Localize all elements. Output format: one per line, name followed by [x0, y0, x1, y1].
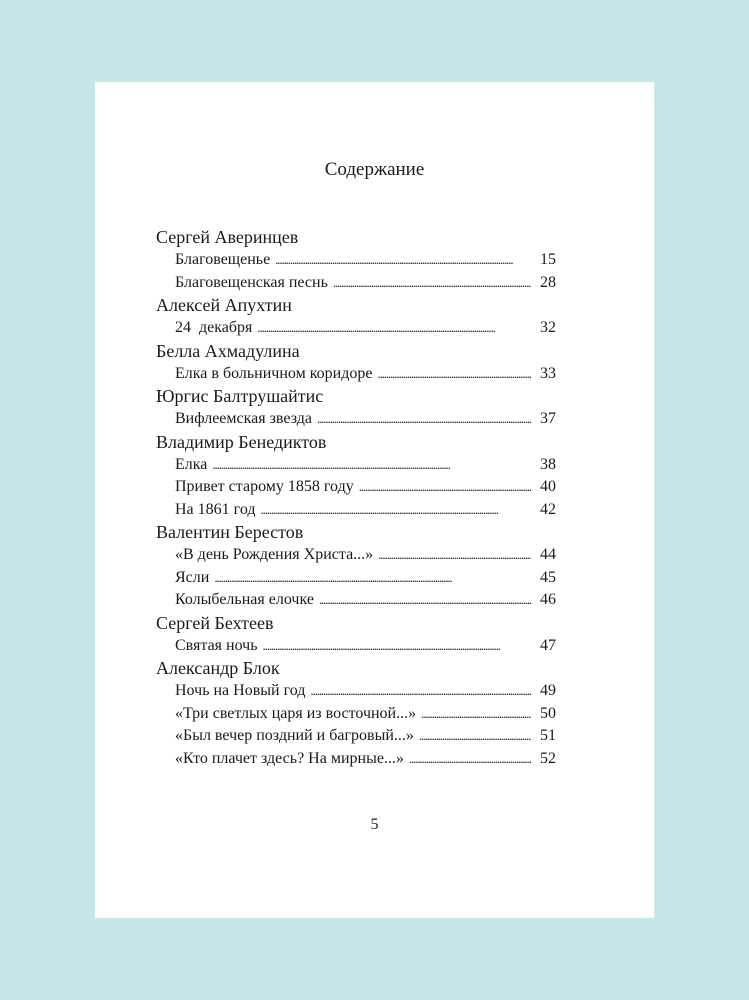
- toc-section: [156, 294, 556, 340]
- entry-title: Елка: [175, 455, 208, 473]
- entry-page: 32: [540, 319, 556, 336]
- entry-page: 28: [540, 273, 556, 291]
- entry-title: 24 декабря: [175, 319, 253, 336]
- entry-title: «Три светлых царя из восточной...»: [175, 704, 417, 722]
- dot-leader: [261, 499, 532, 522]
- dot-leader: [419, 725, 531, 748]
- entry-title: Благовещенская песнь: [175, 273, 328, 291]
- toc-entry: [175, 725, 556, 748]
- toc-entry: [175, 363, 556, 386]
- toc-section: [156, 385, 556, 431]
- entry-page: 40: [540, 478, 556, 495]
- author-name: Александр Блок: [156, 658, 280, 678]
- entry-title: Привет старому 1858 году: [175, 478, 354, 495]
- table-of-contents: [156, 226, 556, 770]
- dot-leader: [257, 317, 531, 340]
- toc-entry: [175, 408, 556, 431]
- toc-entry: [175, 567, 556, 590]
- entry-title: Ночь на Новый год: [175, 682, 306, 699]
- entry-page: 33: [540, 364, 556, 382]
- dot-leader: [333, 272, 531, 295]
- entry-page: 15: [540, 251, 556, 268]
- toc-entry: [175, 635, 556, 658]
- entry-page: 42: [540, 500, 556, 518]
- author-name: Владимир Бенедиктов: [156, 431, 327, 452]
- dot-leader: [212, 454, 531, 477]
- dot-leader: [377, 363, 531, 386]
- entry-page: 50: [540, 704, 556, 722]
- entry-page: 46: [540, 591, 556, 608]
- toc-section: [156, 226, 556, 294]
- entry-page: 44: [540, 546, 556, 563]
- page-title: Содержание: [324, 159, 425, 180]
- entry-title: Благовещенье: [175, 251, 271, 268]
- toc-entry: [175, 249, 556, 272]
- toc-section: [156, 340, 556, 386]
- entry-page: 49: [540, 682, 556, 699]
- toc-entry: [175, 454, 556, 477]
- author-name: Сергей Аверинцев: [156, 227, 299, 247]
- author-name: Валентин Берестов: [156, 522, 304, 542]
- toc-entry: [175, 544, 556, 567]
- toc-section: [156, 521, 556, 612]
- dot-leader: [214, 567, 531, 590]
- entry-title: Колыбельная елочке: [175, 591, 314, 608]
- entry-page: 38: [540, 455, 556, 473]
- author-name: Юргис Балтрушайтис: [156, 386, 324, 406]
- dot-leader: [378, 544, 531, 567]
- entry-title: Елка в больничном коридоре: [175, 364, 373, 382]
- toc-entry: [175, 317, 556, 340]
- entry-page: 47: [540, 636, 556, 654]
- dot-leader: [275, 249, 531, 272]
- toc-entry: [175, 703, 556, 726]
- entry-page: 37: [540, 410, 556, 427]
- entry-page: 45: [540, 568, 556, 586]
- entry-title: «В день Рождения Христа...»: [175, 546, 374, 563]
- page-number: 5: [370, 816, 379, 833]
- entry-title: Ясли: [175, 568, 210, 586]
- dot-leader: [409, 748, 531, 771]
- entry-page: 52: [540, 749, 556, 767]
- toc-section: [156, 657, 556, 770]
- entry-title: Святая ночь: [175, 636, 258, 654]
- toc-entry: [175, 476, 556, 499]
- dot-leader: [310, 680, 531, 703]
- author-name: Сергей Бехтеев: [156, 612, 274, 633]
- entry-title: На 1861 год: [175, 500, 256, 518]
- dot-leader: [319, 589, 531, 612]
- dot-leader: [359, 476, 531, 499]
- entry-title: «Кто плачет здесь? На мирные...»: [175, 749, 404, 767]
- toc-entry: [175, 748, 556, 771]
- dot-leader: [317, 408, 531, 431]
- book-page: [95, 82, 654, 918]
- toc-section: [156, 612, 556, 658]
- entry-title: Вифлеемская звезда: [175, 410, 312, 427]
- toc-entry: [175, 589, 556, 612]
- toc-entry: [175, 499, 556, 522]
- dot-leader: [421, 703, 531, 726]
- author-name: Алексей Апухтин: [156, 295, 292, 315]
- author-name: Белла Ахмадулина: [156, 340, 300, 361]
- toc-entry: [175, 272, 556, 295]
- toc-entry: [175, 680, 556, 703]
- entry-page: 51: [540, 727, 556, 744]
- entry-title: «Был вечер поздний и багровый...»: [175, 727, 414, 744]
- dot-leader: [263, 635, 531, 658]
- toc-section: [156, 431, 556, 522]
